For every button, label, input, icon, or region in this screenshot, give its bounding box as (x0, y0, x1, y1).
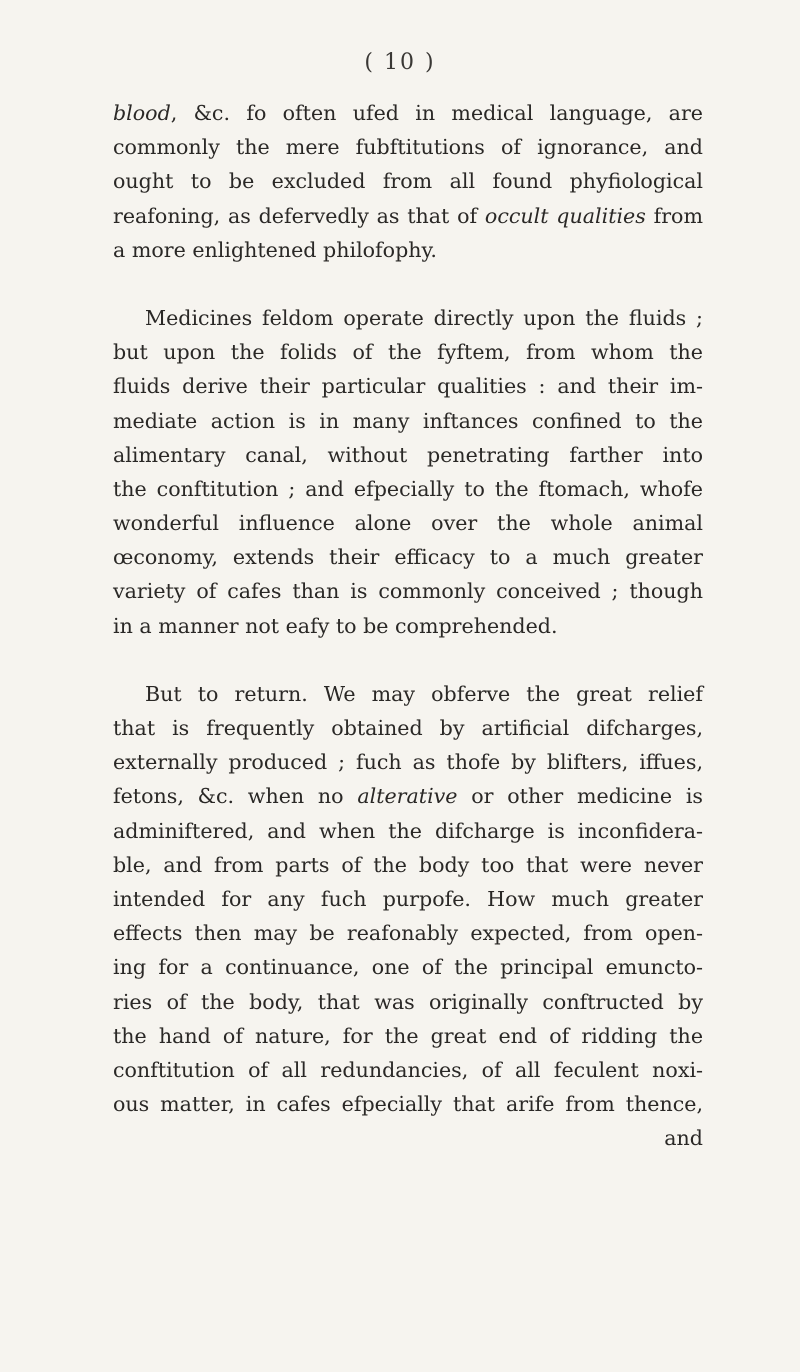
paragraph (113, 301, 703, 643)
text-line (113, 1053, 703, 1087)
text-run: in a manner not eafy to be comprehended. (113, 613, 558, 638)
text-run: adminiftered, and when the difcharge is inconfidera- (113, 818, 703, 843)
text-run: the hand of nature, for the great end of ridding the (113, 1023, 703, 1048)
text-run: reafoning, as defervedly as that of (113, 203, 485, 228)
text-line (113, 164, 703, 198)
text-line (113, 301, 703, 335)
text-line (113, 779, 703, 813)
text-line (113, 950, 703, 984)
text-run: externally produced ; fuch as thofe by blifters, iffues, (113, 750, 703, 775)
text-run: fluids derive their particular qualities : and their im- (113, 374, 703, 399)
text-line (113, 335, 703, 369)
text-run: ries of the body, that was originally conftructed by (113, 989, 703, 1014)
text-run: the conftitution ; and efpecially to the ftomach, whofe (113, 476, 703, 501)
text-line (113, 916, 703, 950)
text-line (113, 1087, 703, 1121)
text-run: but upon the folids of the fyftem, from whom the (113, 340, 703, 365)
text-line (113, 745, 703, 779)
text-line (113, 711, 703, 745)
text-line (113, 506, 703, 540)
text-run: wonderful influence alone over the whole animal (113, 511, 703, 536)
text-run: mediate action is in many inftances confined to the (113, 408, 703, 433)
text-run: œconomy, extends their efficacy to a much greater (113, 545, 703, 570)
paragraph (113, 96, 703, 267)
text-run: fetons, &c. when no (113, 784, 358, 809)
text-run: intended for any fuch purpofe. How much greater (113, 886, 703, 911)
text-line (113, 1019, 703, 1053)
text-run: variety of cafes than is commonly conceived ; though (113, 579, 703, 604)
text-run: ought to be excluded from all found phyfiological (113, 169, 703, 194)
text-line (113, 369, 703, 403)
text-line (113, 130, 703, 164)
text-line (113, 848, 703, 882)
text-line (113, 677, 703, 711)
text-line (113, 574, 703, 608)
text-run: But to return. We may obferve the great relief (145, 681, 703, 706)
text-line (113, 882, 703, 916)
page-number: ( 10 ) (364, 50, 436, 75)
text-line (113, 233, 703, 267)
text-run: ble, and from parts of the body too that were never (113, 852, 703, 877)
text-line (113, 985, 703, 1019)
text-run: or other medicine is (457, 784, 703, 809)
text-run: from (645, 203, 703, 228)
text-line (113, 96, 703, 130)
paragraph (113, 677, 703, 1156)
text-run: alimentary canal, without penetrating farther into (113, 442, 703, 467)
text-line (113, 438, 703, 472)
text-line (113, 472, 703, 506)
text-run: effects then may be reafonably expected, from open- (113, 921, 703, 946)
text-line (113, 609, 703, 643)
body-text (113, 96, 703, 1155)
text-run: , &c. fo often ufed in medical language, are (170, 101, 703, 125)
italic-text: alterative (357, 784, 458, 809)
text-run: a more enlightened philofophy. (113, 237, 437, 262)
text-run: and (664, 1126, 703, 1151)
italic-text: occult qualities (484, 203, 646, 228)
text-run: ous matter, in cafes efpecially that arife from thence, (113, 1092, 703, 1117)
text-run: commonly the mere fubftitutions of ignorance, and (113, 135, 703, 160)
text-run: conftitution of all redundancies, of all feculent noxi- (113, 1057, 703, 1082)
paragraph-gap (113, 267, 703, 301)
text-run: ing for a continuance, one of the principal emuncto- (113, 955, 703, 980)
text-line (113, 1121, 703, 1155)
text-line (113, 199, 703, 233)
text-line (113, 404, 703, 438)
text-line (113, 540, 703, 574)
paragraph-gap (113, 643, 703, 677)
text-run: Medicines feldom operate directly upon the fluids ; (145, 305, 703, 330)
text-run: that is frequently obtained by artificial difcharges, (113, 716, 703, 740)
italic-text: blood (113, 101, 171, 125)
text-line (113, 814, 703, 848)
